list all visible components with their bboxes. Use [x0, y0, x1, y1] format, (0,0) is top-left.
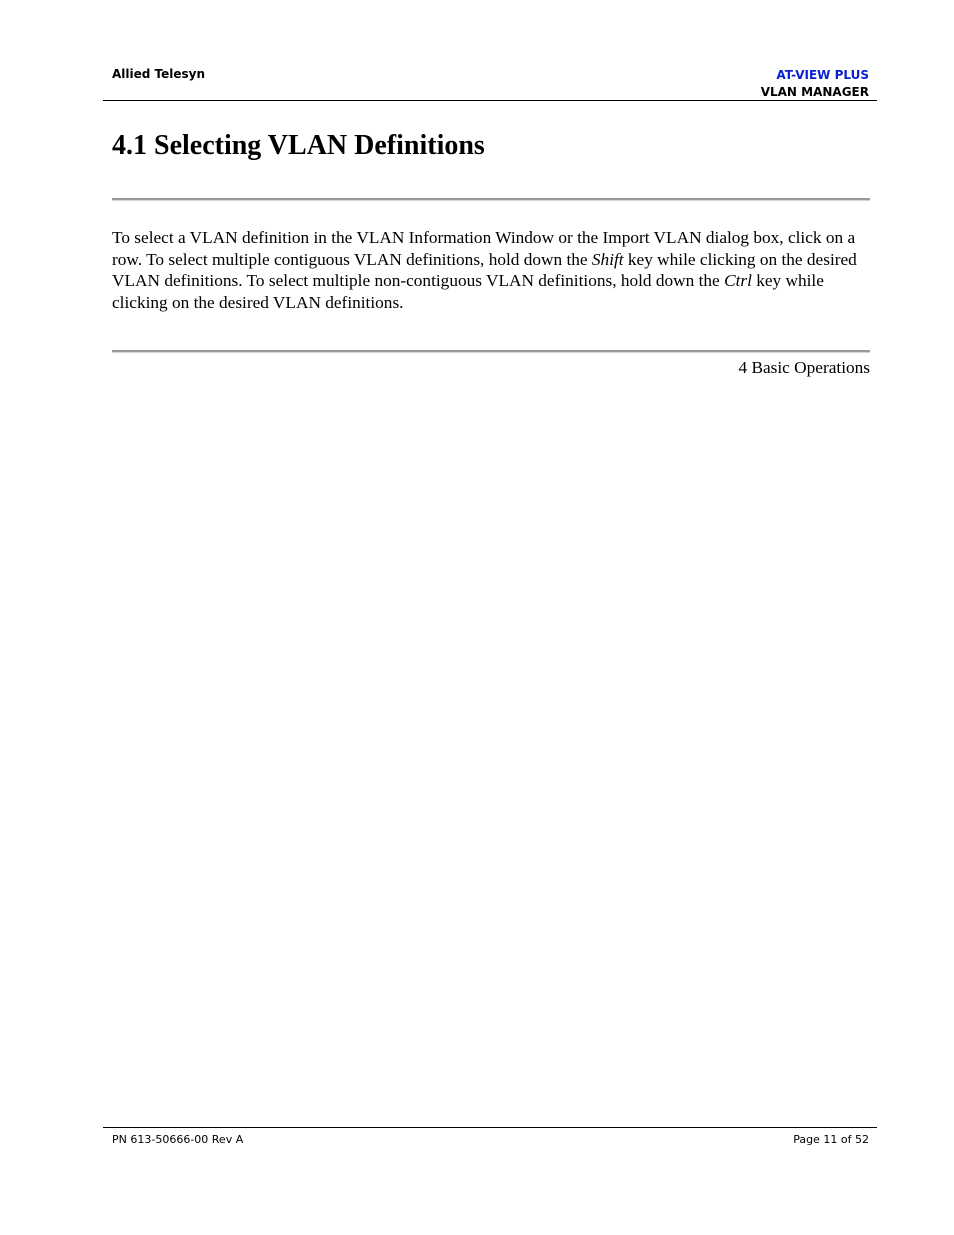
body-text-part2: key while clicking on the desired VLAN definitions. To select multiple non-contiguous VLAN definitions, hold down the [112, 249, 857, 290]
page-footer [103, 1127, 877, 1152]
company-name: Allied Telesyn [112, 67, 206, 81]
page-number: Page 11 of 52 [793, 1133, 869, 1146]
ctrl-key-text: Ctrl [724, 271, 752, 290]
product-block [761, 67, 869, 101]
product-name: AT-VIEW PLUS [776, 68, 869, 82]
part-number: PN 613-50666-00 Rev A [112, 1133, 244, 1146]
shift-key-text: Shift [591, 249, 624, 269]
bottom-divider [112, 350, 870, 353]
body-text-part3: key while clicking on the desired VLAN definitions. [112, 271, 824, 312]
body-text-part1: To select a VLAN definition in the VLAN Information Window or the Import VLAN dialog box, click on a row. To select multiple contiguous VLAN definitions, hold down the [112, 228, 856, 269]
top-divider [112, 198, 870, 201]
chapter-reference: 4 Basic Operations [738, 358, 870, 377]
module-name: VLAN MANAGER [760, 85, 869, 99]
section-title: 4.1 Selecting VLAN Definitions [112, 130, 485, 161]
page-header [103, 64, 877, 101]
body-paragraph [112, 227, 857, 313]
